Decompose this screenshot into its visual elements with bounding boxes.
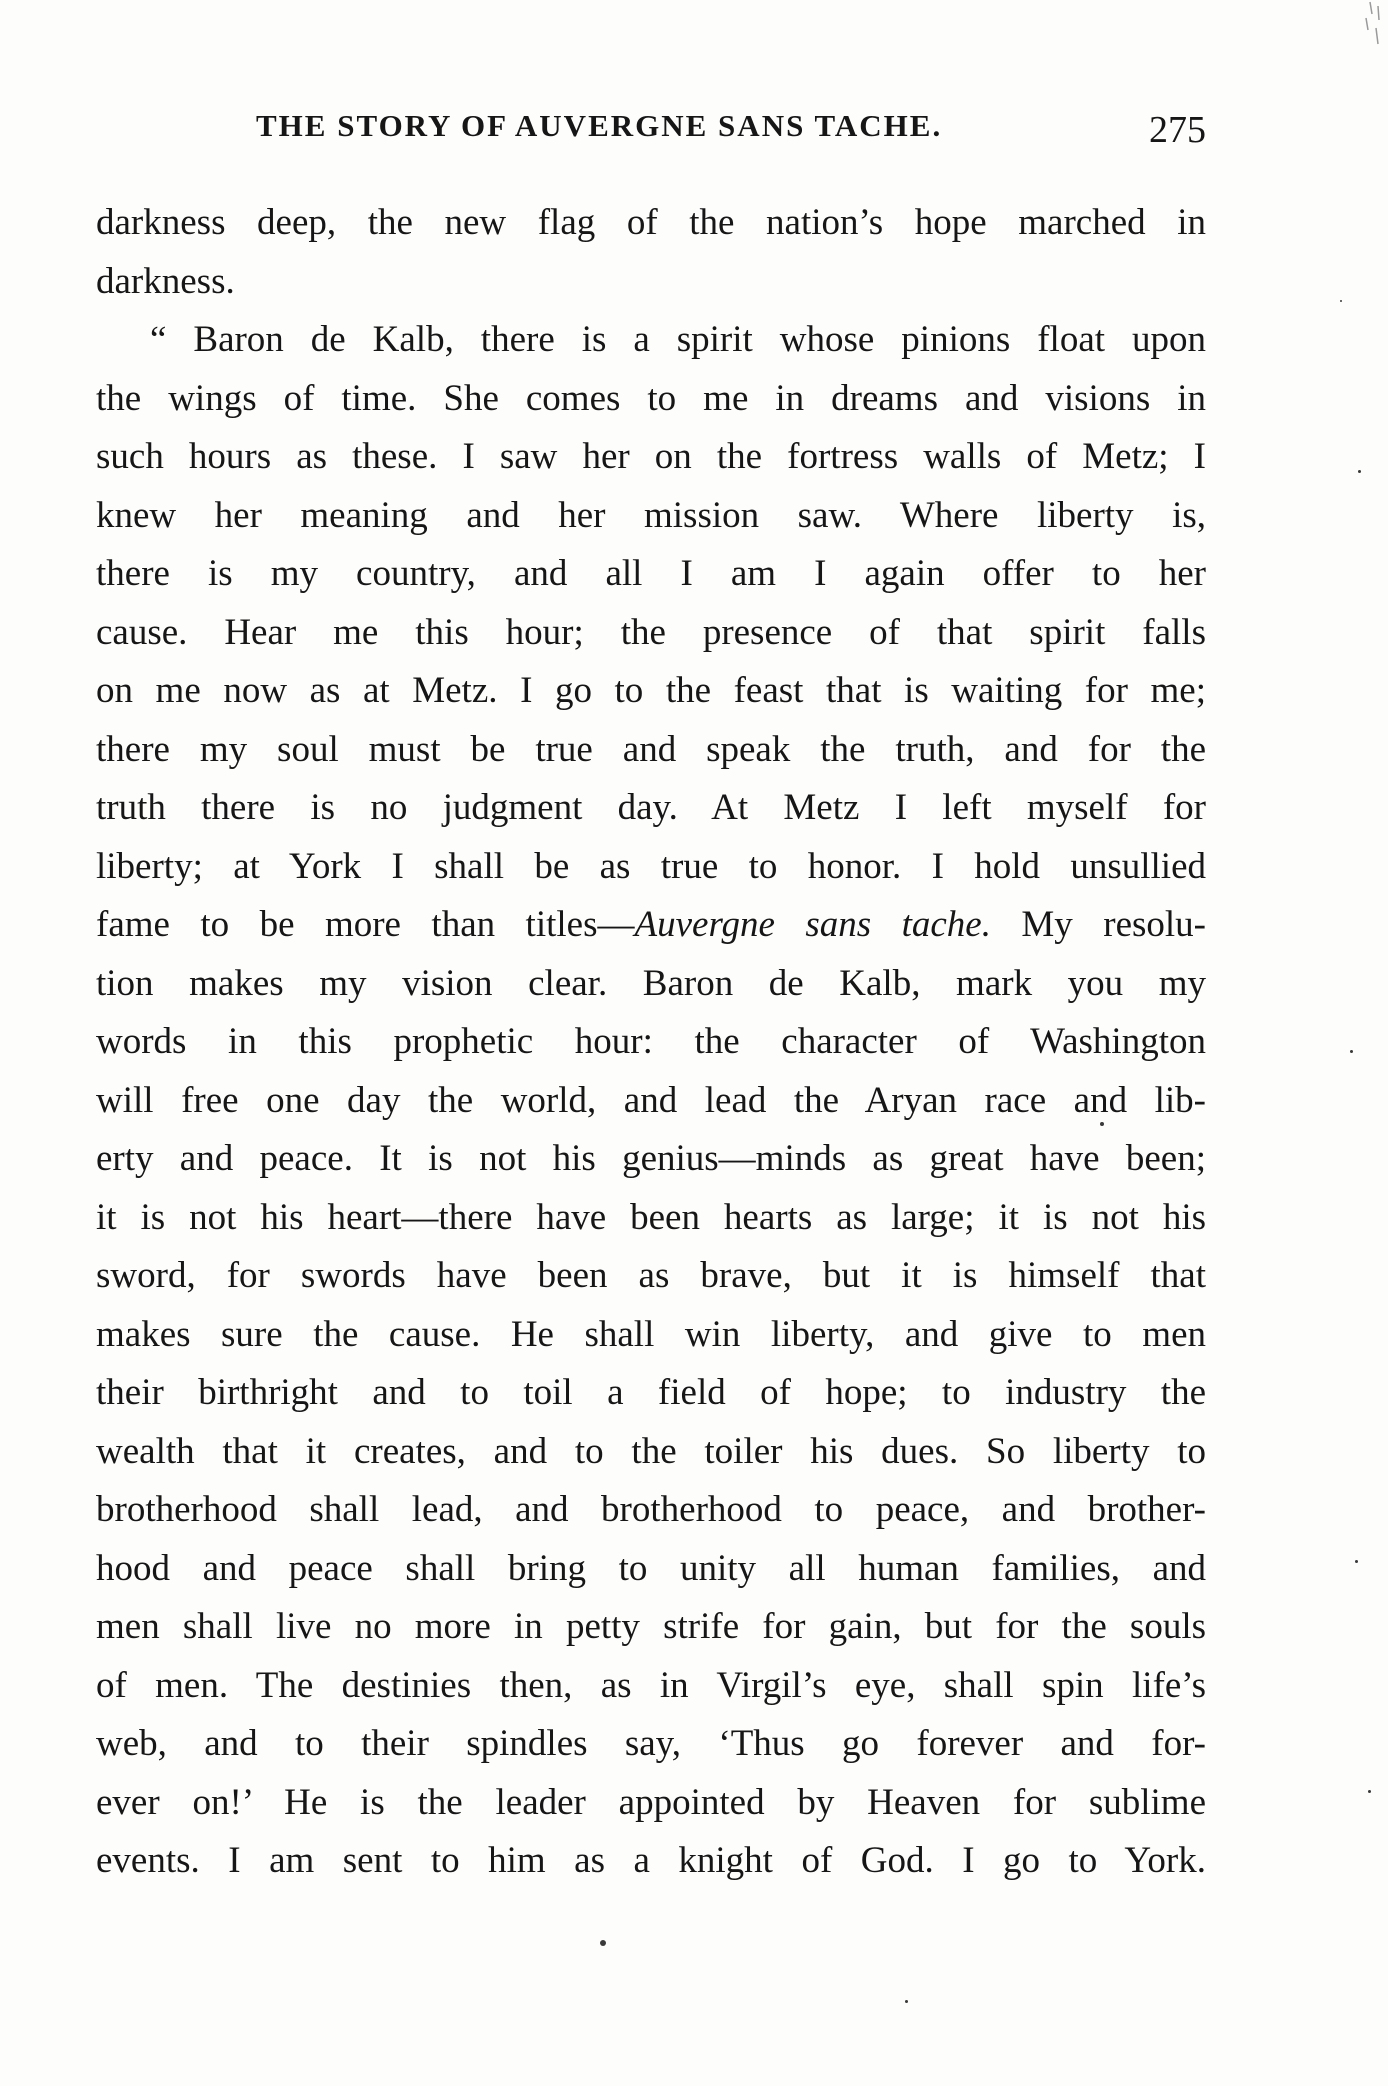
text-line: cause. Hear me this hour; the presence of that spirit falls <box>96 611 1206 653</box>
scan-speck <box>1368 1790 1371 1793</box>
scan-speck <box>905 2000 908 2003</box>
text-line: truth there is no judgment day. At Metz I left myself for <box>96 787 1206 828</box>
text-line: words in this prophetic hour: the character of Washington <box>96 1021 1206 1062</box>
running-title: THE STORY OF AUVERGNE SANS TACHE. <box>256 108 943 143</box>
text-line: their birthright and to toil a field of hope; to industry the <box>96 1372 1206 1413</box>
page-number: 275 <box>1149 109 1206 151</box>
text-line: it is not his heart—there have been hearts as large; it is not his <box>96 1196 1206 1238</box>
scan-speck <box>600 1940 606 1946</box>
text-line: darkness deep, the new flag of the nation’s hope marched in <box>96 202 1206 243</box>
text-line: there is my country, and all I am I again offer to her <box>96 553 1206 594</box>
text-line: such hours as these. I saw her on the fortress walls of Metz; I <box>96 436 1206 477</box>
scan-speck <box>1340 300 1342 302</box>
edge-scan-marks <box>1348 0 1388 60</box>
text-line: hood and peace shall bring to unity all human families, and <box>96 1547 1206 1589</box>
scan-speck <box>1355 1560 1358 1563</box>
text-line: events. I am sent to him as a knight of God. I go to York. <box>96 1840 1206 1881</box>
italic-phrase: Auvergne sans tache. <box>634 904 991 945</box>
text-line: knew her meaning and her mission saw. Where liberty is, <box>96 494 1206 536</box>
text-segment: My resolu- <box>990 904 1206 945</box>
scan-speck <box>1358 470 1361 473</box>
text-line: sword, for swords have been as brave, but it is himself that <box>96 1255 1206 1296</box>
scan-speck <box>1100 1122 1104 1126</box>
scan-speck <box>1350 1050 1353 1053</box>
body-text <box>96 194 1206 1891</box>
text-line: ever on!’ He is the leader appointed by Heaven for sublime <box>96 1781 1206 1823</box>
text-line: on me now as at Metz. I go to the feast that is waiting for me; <box>96 670 1206 711</box>
text-line: liberty; at York I shall be as true to honor. I hold unsullied <box>96 845 1206 887</box>
text-segment: fame to be more than titles— <box>96 904 635 945</box>
text-line-with-italic <box>96 896 1206 955</box>
text-line: brotherhood shall lead, and brotherhood to peace, and brother- <box>96 1489 1206 1530</box>
text-line: men shall live no more in petty strife for gain, but for the souls <box>96 1606 1206 1647</box>
running-head <box>96 100 1206 160</box>
text-line: there my soul must be true and speak the truth, and for the <box>96 728 1206 770</box>
text-line: web, and to their spindles say, ‘Thus go forever and for- <box>96 1723 1206 1764</box>
text-line: tion makes my vision clear. Baron de Kalb, mark you my <box>96 962 1206 1004</box>
text-line: darkness. <box>96 260 235 302</box>
text-line: makes sure the cause. He shall win liberty, and give to men <box>96 1313 1206 1355</box>
text-line: the wings of time. She comes to me in dreams and visions in <box>96 377 1206 419</box>
text-line: of men. The destinies then, as in Virgil’s eye, shall spin life’s <box>96 1664 1206 1706</box>
text-line: erty and peace. It is not his genius—minds as great have been; <box>96 1138 1206 1179</box>
paragraph-start-line: “ Baron de Kalb, there is a spirit whose pinions float upon <box>150 319 1206 360</box>
text-line: wealth that it creates, and to the toiler his dues. So liberty to <box>96 1430 1206 1472</box>
text-line: will free one day the world, and lead the Aryan race and lib- <box>96 1079 1206 1121</box>
